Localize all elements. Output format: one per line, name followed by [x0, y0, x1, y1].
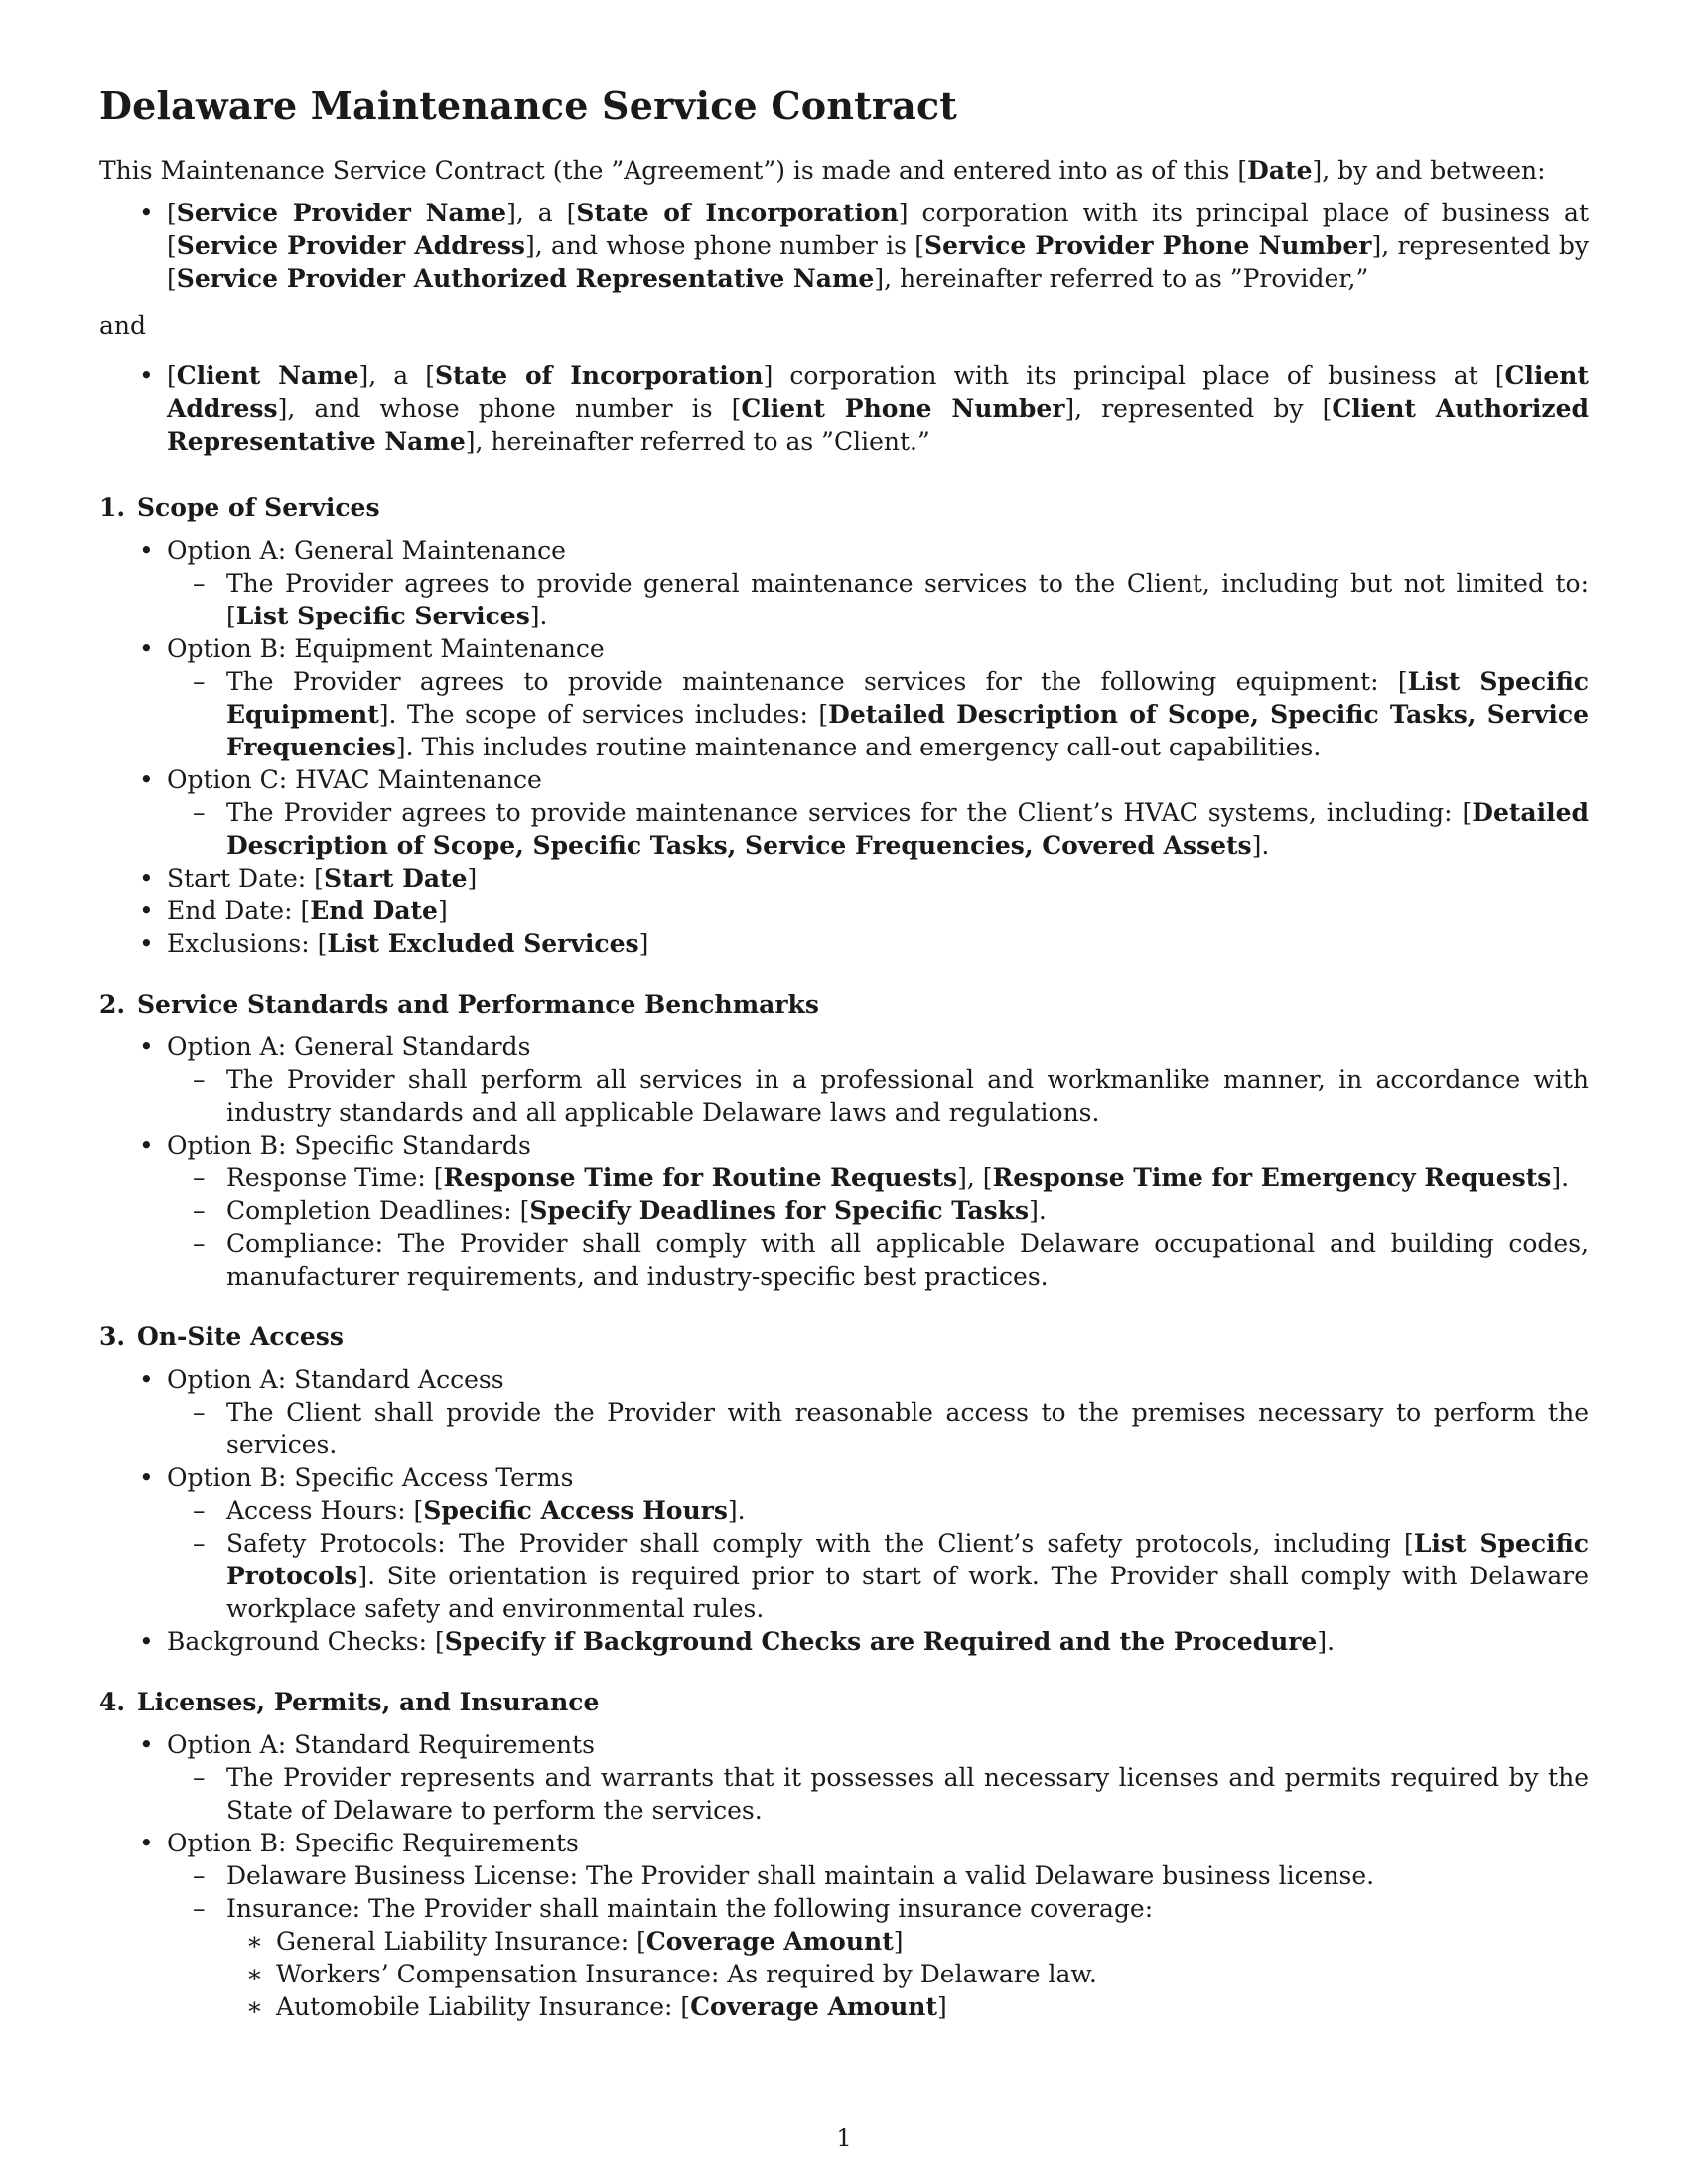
list-item: • Option C: HVAC Maintenance – The Provider agrees to provide maintenance services for the Client’s HVAC systems, including: [Detailed Description of Scope, Specific Tasks, Service Frequencies, Covered Assets]. — [99, 763, 1589, 862]
document-page — [99, 83, 1589, 2023]
intro-paragraph: This Maintenance Service Contract (the ”Agreement”) is made and entered into as of this [Date], by and between: — [99, 156, 1546, 185]
provider-details: • [Service Provider Name], a [State of Incorporation] corporation with its principal place of business at [Service Provider Address], and whose phone number is [Service Provider Phone Number], represented by [Service Provider Authorized Representative Name], hereinafter referred to as ”Provider,” — [99, 197, 1589, 295]
list-item: • Option A: General Standards – The Provider shall perform all services in a professional and workmanlike manner, in accordance with industry standards and all applicable Delaware laws and regulations. — [99, 1030, 1589, 1129]
date-placeholder: Date — [1247, 156, 1313, 185]
provider-party — [99, 197, 1589, 295]
list-item: – Response Time: [Response Time for Routine Requests], [Response Time for Emergency Requests]. — [167, 1161, 1589, 1194]
section-heading: 1. Scope of Services — [99, 493, 380, 522]
section-service-standards — [99, 988, 1589, 1293]
list-item: – The Client shall provide the Provider with reasonable access to the premises necessary to perform the services. — [167, 1396, 1589, 1461]
list-item: • Option A: Standard Requirements – The Provider represents and warrants that it possesses all necessary licenses and permits required by the State of Delaware to perform the services. — [99, 1728, 1589, 1827]
list-item: – The Provider agrees to provide maintenance services for the Client’s HVAC systems, including: [Detailed Description of Scope, Specific Tasks, Service Frequencies, Covered Assets]. — [167, 796, 1589, 862]
section-licenses-insurance — [99, 1686, 1589, 2023]
section-heading: 2. Service Standards and Performance Benchmarks — [99, 990, 819, 1019]
and-connector: and — [99, 311, 147, 340]
list-item: • Option B: Specific Requirements – Delaware Business License: The Provider shall maintain a valid Delaware business license. – Insurance: The Provider shall maintain the following insurance coverage: ∗ General Liability Insurance: [Coverage Amount] ∗ Workers’ Compensation Insurance: As required by Delaware law. ∗ Automobile Liability Insurance: [Coverage Amount] — [99, 1827, 1589, 2023]
section-heading: 3. On-Site Access — [99, 1322, 344, 1351]
section-scope-of-services — [99, 491, 1589, 960]
list-item: – The Provider agrees to provide general maintenance services to the Client, including but not limited to: [List Specific Services]. — [167, 567, 1589, 632]
list-item: – The Provider shall perform all services in a professional and workmanlike manner, in accordance with industry standards and all applicable Delaware laws and regulations. — [167, 1063, 1589, 1129]
list-item: • Option A: General Maintenance – The Provider agrees to provide general maintenance services to the Client, including but not limited to: [List Specific Services]. — [99, 534, 1589, 632]
list-item: – Completion Deadlines: [Specify Deadlines for Specific Tasks]. — [167, 1194, 1589, 1227]
document-title: Delaware Maintenance Service Contract — [99, 83, 958, 128]
list-item: – Delaware Business License: The Provider shall maintain a valid Delaware business license. — [167, 1859, 1589, 1892]
list-item: • Option B: Equipment Maintenance – The Provider agrees to provide maintenance services for the following equipment: [List Specific Equipment]. The scope of services includes: [Detailed Description of Scope, Specific Tasks, Service Frequencies]. This includes routine maintenance and emergency call-out capabilities. — [99, 632, 1589, 763]
list-item: • End Date: [End Date] — [99, 894, 1589, 927]
list-item: ∗ General Liability Insurance: [Coverage Amount] — [226, 1925, 1589, 1958]
client-details: • [Client Name], a [State of Incorporation] corporation with its principal place of business at [Client Address], and whose phone number is [Client Phone Number], represented by [Client Authorized Representative Name], hereinafter referred to as ”Client.” — [99, 359, 1589, 458]
list-item: • Start Date: [Start Date] — [99, 862, 1589, 894]
list-item: – Compliance: The Provider shall comply with all applicable Delaware occupational and building codes, manufacturer requirements, and industry-specific best practices. — [167, 1227, 1589, 1293]
section-heading: 4. Licenses, Permits, and Insurance — [99, 1688, 600, 1716]
list-item: – Safety Protocols: The Provider shall comply with the Client’s safety protocols, including [List Specific Protocols]. Site orientation is required prior to start of work. The Provider shall comply with Delaware workplace safety and environmental rules. — [167, 1527, 1589, 1625]
page-number: 1 — [836, 2124, 852, 2152]
list-item: • Background Checks: [Specify if Background Checks are Required and the Procedure]. — [99, 1625, 1589, 1658]
section-on-site-access — [99, 1320, 1589, 1658]
list-item: • Option B: Specific Access Terms – Access Hours: [Specific Access Hours]. – Safety Protocols: The Provider shall comply with the Client’s safety protocols, including [List Specific Protocols]. Site orientation is required prior to start of work. The Provider shall comply with Delaware workplace safety and environmental rules. — [99, 1461, 1589, 1625]
list-item: • Option B: Specific Standards – Response Time: [Response Time for Routine Requests], [Response Time for Emergency Requests]. – Completion Deadlines: [Specify Deadlines for Specific Tasks]. – Compliance: The Provider shall comply with all applicable Delaware occupational and building codes, manufacturer requirements, and industry-specific best practices. — [99, 1129, 1589, 1293]
list-item: • Option A: Standard Access – The Client shall provide the Provider with reasonable access to the premises necessary to perform the services. — [99, 1363, 1589, 1461]
list-item: – Access Hours: [Specific Access Hours]. — [167, 1494, 1589, 1527]
client-party — [99, 359, 1589, 458]
list-item: ∗ Workers’ Compensation Insurance: As required by Delaware law. — [226, 1958, 1589, 1990]
list-item: – The Provider represents and warrants that it possesses all necessary licenses and permits required by the State of Delaware to perform the services. — [167, 1761, 1589, 1827]
list-item: – The Provider agrees to provide maintenance services for the following equipment: [List Specific Equipment]. The scope of services includes: [Detailed Description of Scope, Specific Tasks, Service Frequencies]. This includes routine maintenance and emergency call-out capabilities. — [167, 665, 1589, 763]
list-item: ∗ Automobile Liability Insurance: [Coverage Amount] — [226, 1990, 1589, 2023]
list-item: – Insurance: The Provider shall maintain the following insurance coverage: ∗ General Liability Insurance: [Coverage Amount] ∗ Workers’ Compensation Insurance: As required by Delaware law. ∗ Automobile Liability Insurance: [Coverage Amount] — [167, 1892, 1589, 2023]
list-item: • Exclusions: [List Excluded Services] — [99, 927, 1589, 960]
